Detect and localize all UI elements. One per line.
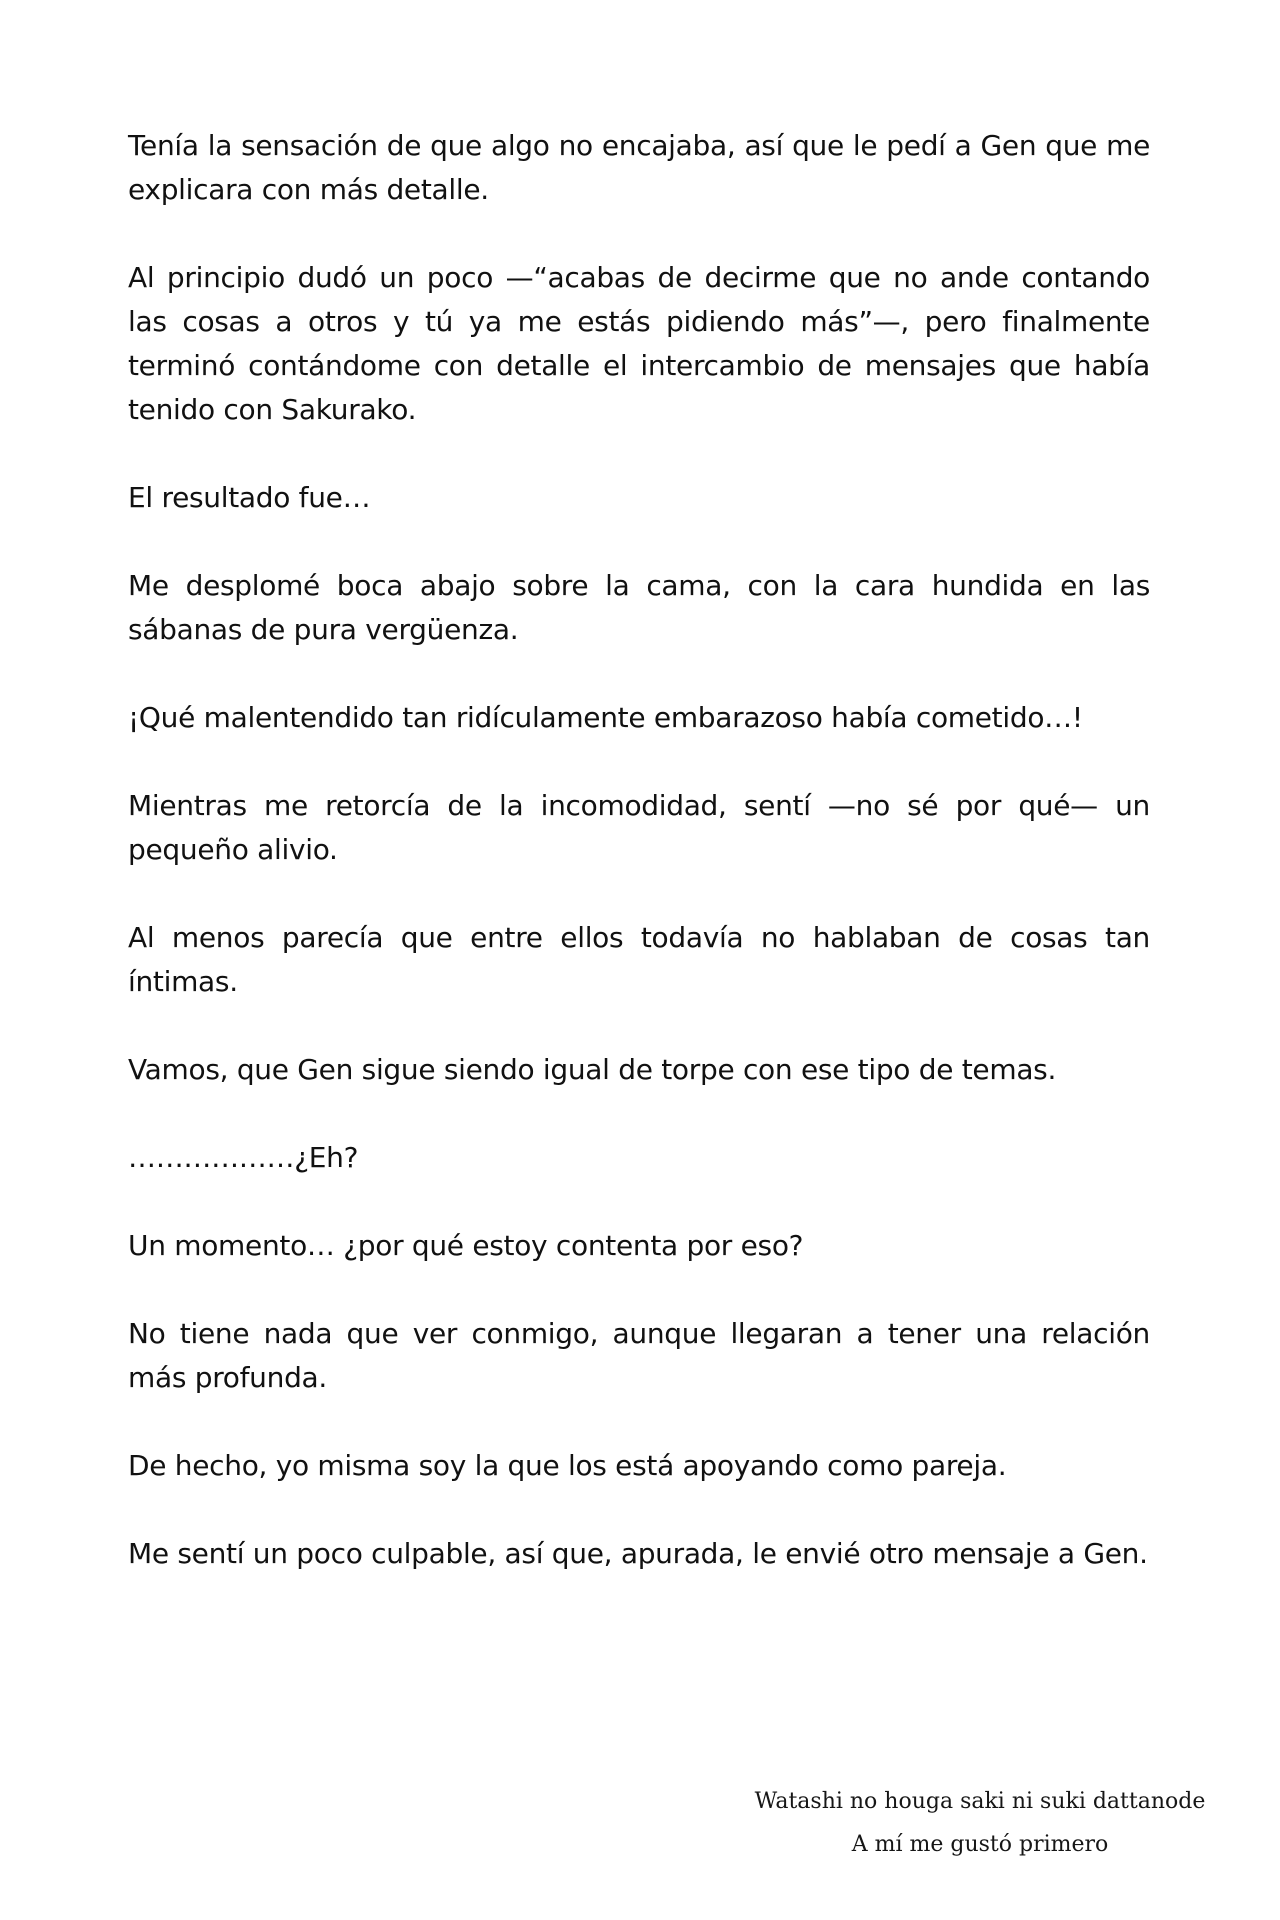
paragraph: Me sentí un poco culpable, así que, apurada, le envié otro mensaje a Gen.: [128, 1537, 1148, 1570]
paragraph: De hecho, yo misma soy la que los está apoyando como pareja.: [128, 1449, 1007, 1482]
page-footer: [740, 1780, 1220, 1866]
paragraph: Tenía la sensación de que algo no encajaba, así que le pedí a Gen que me explicara con más detalle.: [128, 129, 1150, 206]
document-body: [128, 124, 1150, 1620]
paragraph: Me desplomé boca abajo sobre la cama, con la cara hundida en las sábanas de pura vergüenza.: [128, 569, 1150, 646]
paragraph: Un momento… ¿por qué estoy contenta por eso?: [128, 1229, 804, 1262]
paragraph: No tiene nada que ver conmigo, aunque llegaran a tener una relación más profunda.: [128, 1317, 1150, 1394]
paragraph: Al menos parecía que entre ellos todavía no hablaban de cosas tan íntimas.: [128, 921, 1150, 998]
paragraph: El resultado fue…: [128, 481, 371, 514]
paragraph: Mientras me retorcía de la incomodidad, sentí —no sé por qué— un pequeño alivio.: [128, 789, 1150, 866]
footer-spanish-title: A mí me gustó primero: [851, 1832, 1109, 1857]
paragraph: ¡Qué malentendido tan ridículamente embarazoso había cometido…!: [128, 701, 1083, 734]
paragraph: Vamos, que Gen sigue siendo igual de torpe con ese tipo de temas.: [128, 1053, 1057, 1086]
paragraph: Al principio dudó un poco —“acabas de decirme que no ande contando las cosas a otros y tú ya me estás pidiendo más”—, pero finalmente terminó contándome con detalle el intercambio de mensajes que había tenido con Sakurako.: [128, 261, 1150, 426]
paragraph: ………………¿Eh?: [128, 1141, 359, 1174]
footer-series-title: Watashi no houga saki ni suki dattanode: [754, 1789, 1206, 1814]
